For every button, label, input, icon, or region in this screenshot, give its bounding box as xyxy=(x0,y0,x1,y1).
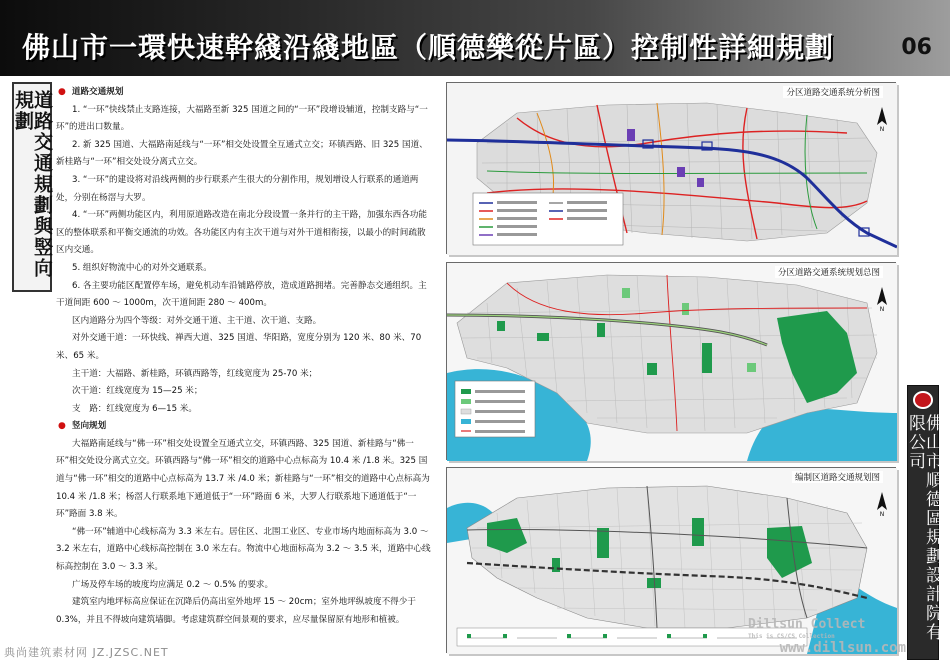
watermark-right-line1: Dillsun Collect xyxy=(748,617,866,632)
road-grades: 区内道路分为四个等级：对外交通干道、主干道、次干道、支路。 xyxy=(72,315,322,326)
section-heading-road xyxy=(58,84,434,102)
road-item-5: 5. 组织好物流中心的对外交通联系。 xyxy=(72,262,212,273)
company-name: 佛山市順德區規劃設計院有限公司 xyxy=(905,413,942,642)
watermark-right-line2: This is CS/CS Collection xyxy=(748,633,835,640)
text-column xyxy=(56,84,434,644)
map-title-compiled: 编制区道路交通规划图 xyxy=(792,471,883,483)
watermark-left: 典尚建筑素材网 JZ.JZSC.NET xyxy=(4,646,169,659)
company-strip xyxy=(905,385,942,660)
plan-map xyxy=(447,263,897,461)
north-arrow-icon xyxy=(875,105,889,131)
road-branch: 支 路：红线宽度为 6—15 米。 xyxy=(72,403,197,414)
section-title-vertical: 竖向规划 xyxy=(71,421,107,432)
road-external: 对外交通干道：一环快线、禅西大道、325 国道、华阳路，宽度分别为 120 米、80 米、70 米、65 米。 xyxy=(56,333,422,361)
section-label: 道路交通規劃與竪向規劃 xyxy=(12,90,53,279)
page-number: 06 xyxy=(901,35,932,60)
bullet-icon: ● xyxy=(58,421,66,432)
company-logo-icon xyxy=(913,391,933,409)
vertical-para-1: 大福路南延线与“佛一环”相交处设置全互通式立交，环镇西路、325 国道、新桂路与“佛一环”相交处设分离式立交。环镇西路与“佛一环”相交的道路中心点标高为 10.4 米 /1.8 米。325 国道与“佛一环”相交的道路中心点标高为 13.7 米 /4.0 米；新桂路与“一环”相交的道路中心点标高为 10.4 米 /1.8 米；杨滘人行联系地下通道低于“一环”路面 6 米，大罗人行联系地下通道低于“一环”路面 3.8 米。 xyxy=(56,438,430,520)
section-title-road: 道路交通规划 xyxy=(71,87,124,97)
legend-box xyxy=(455,381,535,437)
map-title-analysis: 分区道路交通系统分析图 xyxy=(783,86,883,98)
vertical-para-3: 广场及停车场的坡度均应满足 0.2 ～ 0.5% 的要求。 xyxy=(72,579,274,590)
svg-text:N: N xyxy=(879,511,885,516)
svg-text:N: N xyxy=(879,126,885,131)
vertical-para-2: “佛一环”辅道中心线标高为 3.3 米左右。居住区、北围工业区、专业市场内地面标高为 3.0 ～ 3.2 米左右，道路中心线标高控制在 3.0 米左右。物流中心地面标高为 3.2 ～ 3.5 米，道路中心线标高控制在 3.0 ～ 3.3 米。 xyxy=(56,526,431,573)
north-arrow-icon xyxy=(875,490,889,516)
svg-text:N: N xyxy=(879,306,885,311)
road-item-4: 4. “一环”两侧功能区内，利用原道路改造在南北分段设置一条并行的主干路，加强东西各功能区的整体联系和平衡交通流的功效。各功能区内有主次干道与对外干道相衔接，以最小的时间疏散区内交通。 xyxy=(56,210,427,256)
watermark-right-line3: www.dillsun.com xyxy=(779,640,906,656)
legend-box xyxy=(473,193,623,245)
road-item-3: 3. “一环”的建设将对沿线两侧的步行联系产生很大的分割作用，规划增设人行联系的通道两处，分别在杨滘与大罗。 xyxy=(56,174,419,203)
road-main: 主干道：大福路、新桂路，环镇西路等，红线宽度为 25-70 米； xyxy=(72,368,318,379)
map-title-plan: 分区道路交通系统规划总图 xyxy=(775,266,883,278)
watermark-right xyxy=(748,617,906,665)
road-secondary: 次干道：红线宽度为 15—25 米； xyxy=(72,386,203,397)
section-label-box xyxy=(12,82,52,292)
map-panel-analysis xyxy=(446,82,896,254)
north-arrow-icon xyxy=(875,285,889,311)
analysis-map xyxy=(447,83,897,255)
page-title: 佛山市一環快速幹綫沿綫地區（順德樂從片區）控制性詳細規劃 xyxy=(22,31,835,64)
road-item-6: 6. 各主要功能区配置停车场，避免机动车沿铺路停放，造成道路拥堵。完善静态交通组织。主干道间距 600 ～ 1000m，次干道间距 280 ～ 400m。 xyxy=(56,280,427,309)
header-band xyxy=(0,0,950,76)
section-heading-vertical xyxy=(58,418,434,436)
map-panel-plan xyxy=(446,262,896,460)
vertical-para-4: 建筑室内地坪标高应保证在沉降后仍高出室外地坪 15 ～ 20cm；室外地坪纵坡度不得少于 0.3%，并且不得坡向建筑墙脚。考虑建筑群空间景观的要求，应尽量保留原有地形和植被。 xyxy=(56,597,416,625)
bullet-icon: ● xyxy=(58,87,66,97)
road-item-2: 2. 新 325 国道、大福路南延线与“一环”相交处设置全互通式立交；环镇西路、旧 325 国道、新桂路与“一环”相交处设分离式立交。 xyxy=(56,139,428,168)
road-item-1: 1. “一环”快线禁止支路连接，大福路至新 325 国道之间的“一环”段增设辅道，控制支路与“一环”的进出口数量。 xyxy=(56,104,428,133)
